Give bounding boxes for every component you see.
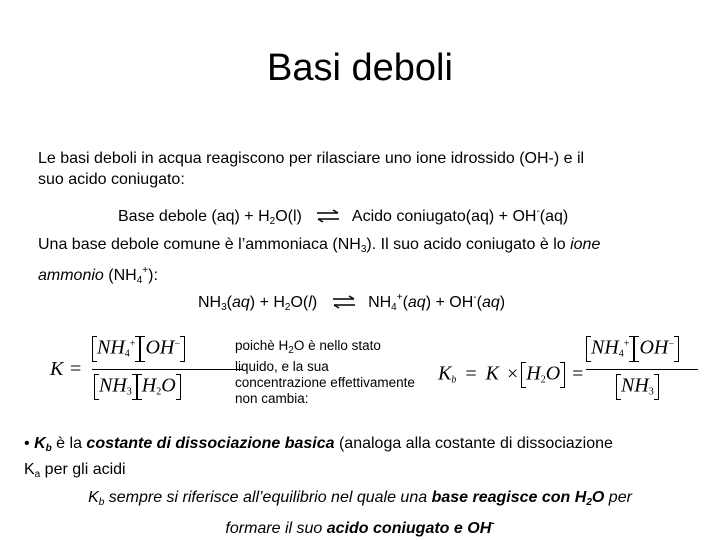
kb-denominator	[616, 374, 659, 400]
bullet-emphasis: costante di dissociazione basica	[86, 435, 335, 452]
kb-numerator	[586, 336, 679, 362]
kb-h-sub: 2	[540, 374, 546, 386]
kb-left-side	[438, 362, 585, 388]
ammonia-paragraph	[38, 234, 698, 291]
kb-num-oh-sup: −	[668, 338, 674, 350]
eq2-state-3: aq	[407, 294, 426, 311]
k-den-nh: NH	[99, 374, 127, 397]
ammonia-text-1: Una base debole comune è l’ammoniaca (NH	[38, 236, 361, 253]
closing-text-2: per	[604, 489, 632, 506]
kb-o: O	[545, 362, 561, 385]
ammonia-text-4: ):	[148, 267, 158, 284]
k-num-sup: +	[129, 338, 136, 350]
kb-num-sup: +	[623, 338, 630, 350]
ammonia-line-1	[38, 234, 698, 260]
closing-text-3: formare il suo	[225, 520, 327, 537]
eq2-paren-1: (	[226, 294, 232, 311]
kb-fraction-bar	[586, 369, 698, 370]
note-line-4: non cambia:	[235, 391, 309, 406]
eq2-sup-minus: -	[473, 292, 477, 303]
bullet-line-1	[24, 433, 704, 459]
k-den-o: O	[161, 374, 176, 397]
bracket-right	[176, 374, 181, 400]
page-title: Basi deboli	[267, 47, 453, 89]
bracket-right	[674, 336, 679, 362]
eq2-paren-3: (	[402, 294, 408, 311]
intro-paragraph	[38, 148, 698, 190]
eq2-nh: NH	[198, 294, 222, 311]
bullet-text-3: per gli acidi	[40, 461, 126, 478]
k-den-h: H	[141, 374, 157, 397]
k-num-oh: OH	[145, 336, 175, 359]
eq2-state-1: aq	[232, 294, 250, 311]
note-line-1	[235, 338, 435, 359]
bullet-ka-sub: a	[34, 469, 41, 480]
bracket-right	[560, 362, 565, 388]
closing-kb-sub: b	[98, 497, 105, 508]
k-den-h-sub: 2	[156, 386, 162, 398]
kb-symbol: K	[438, 362, 452, 385]
ammonia-italic-1: ione	[570, 236, 601, 253]
k-num-nh: NH	[97, 336, 125, 359]
kb-k: K	[485, 362, 499, 385]
bullet-kb-sub: b	[45, 443, 52, 454]
eq2-state-4: aq	[481, 294, 500, 311]
equilibrium-arrows-icon	[316, 209, 340, 223]
closing-bold-1: base reagisce con H	[431, 489, 587, 506]
k-num-oh-sup: −	[174, 338, 180, 350]
bracket-right	[654, 374, 659, 400]
kb-num-oh: OH	[639, 336, 669, 359]
kb-sub: b	[451, 374, 457, 386]
eq2-state-2: l	[308, 294, 312, 311]
closing-bold-2: acido coniugato e OH	[326, 520, 492, 537]
note-line-3: concentrazione effettivamente	[235, 375, 415, 390]
bracket-right	[180, 336, 185, 362]
eq2-plus-h: ) + H	[249, 294, 285, 311]
k-symbol: K	[50, 358, 64, 380]
eq2-nh4: NH	[368, 294, 392, 311]
eq2-sub-2: 2	[284, 302, 291, 313]
kb-den-sub: 3	[648, 386, 654, 398]
ammonia-text-2: ). Il suo acido coniugato è lo	[366, 236, 571, 253]
ammonia-text-3: (NH	[103, 267, 137, 284]
ammonia-sup-2: +	[142, 265, 149, 276]
eq2-close-4: )	[499, 294, 506, 311]
k-denominator	[94, 374, 181, 400]
eq1-reactants: Base debole (aq) + H	[118, 208, 270, 225]
closing-bold-sup: -	[491, 518, 495, 529]
bullet-kb: K	[34, 435, 46, 452]
bullet-ka: K	[24, 461, 35, 478]
note-text-b: O è nello stato	[293, 338, 381, 353]
note-line-2: liquido, e la sua	[235, 359, 329, 374]
equilibrium-arrows-icon	[332, 295, 356, 309]
closing-paragraph	[0, 487, 720, 539]
intro-line-1: Le basi deboli in acqua reagiscono per rilasciare uno ione idrossido (OH-) e il	[38, 150, 585, 167]
eq2-paren-4: (	[476, 294, 482, 311]
k-formula	[50, 330, 230, 410]
kb-formula	[438, 330, 708, 410]
eq2-close-2: )	[311, 294, 318, 311]
kb-den-nh: NH	[621, 374, 649, 397]
note-text	[235, 338, 435, 407]
bullet-text-1: è la	[51, 435, 87, 452]
closing-kb: K	[88, 489, 99, 506]
closing-line-2	[0, 513, 720, 539]
kb-equals-2: =	[572, 362, 584, 385]
k-den-sub: 3	[126, 386, 132, 398]
k-numerator	[92, 336, 185, 362]
eq2-sup-plus: +	[396, 292, 403, 303]
intro-line-2: suo acido coniugato:	[38, 171, 185, 188]
eq1-products: Acido coniugato(aq) + OH	[351, 208, 537, 225]
eq1-reactants-rest: O(l)	[275, 208, 302, 225]
equation-base-debole	[118, 201, 568, 232]
closing-text-1: sempre si riferisce all’equilibrio nel quale una	[104, 489, 432, 506]
k-fraction-bar	[92, 369, 242, 370]
bullet-dot-icon: •	[24, 435, 30, 452]
closing-bold-o: O	[591, 489, 605, 506]
eq1-sup: -	[536, 206, 540, 217]
eq1-products-rest: (aq)	[539, 208, 569, 225]
kb-times: ×	[506, 362, 519, 385]
note-text-a: poichè H	[235, 338, 289, 353]
ammonia-sub-2: 4	[136, 275, 143, 286]
closing-bold-sub: 2	[586, 497, 592, 508]
note-sub: 2	[288, 345, 294, 356]
kb-num-nh: NH	[591, 336, 619, 359]
k-equals: =	[70, 358, 82, 380]
eq2-sub-3: 3	[221, 302, 227, 313]
ammonia-sub-1: 3	[360, 244, 367, 255]
kb-num-sub: 4	[618, 348, 624, 360]
eq1-sub: 2	[269, 216, 276, 227]
eq2-plus-oh: ) + OH	[425, 294, 474, 311]
kb-equals-1: =	[465, 362, 477, 385]
eq2-sub-4: 4	[391, 302, 397, 313]
kb-h: H	[526, 362, 541, 385]
bullet-line-2	[24, 459, 704, 485]
equation-ammonia	[198, 287, 505, 318]
eq2-o: O(	[290, 294, 309, 311]
k-num-sub: 4	[124, 348, 130, 360]
closing-line-1	[0, 487, 720, 513]
kb-definition-bullet	[24, 433, 704, 485]
bullet-text-2: (analoga alla costante di dissociazione	[334, 435, 613, 452]
ammonia-italic-2: ammonio	[38, 267, 104, 284]
